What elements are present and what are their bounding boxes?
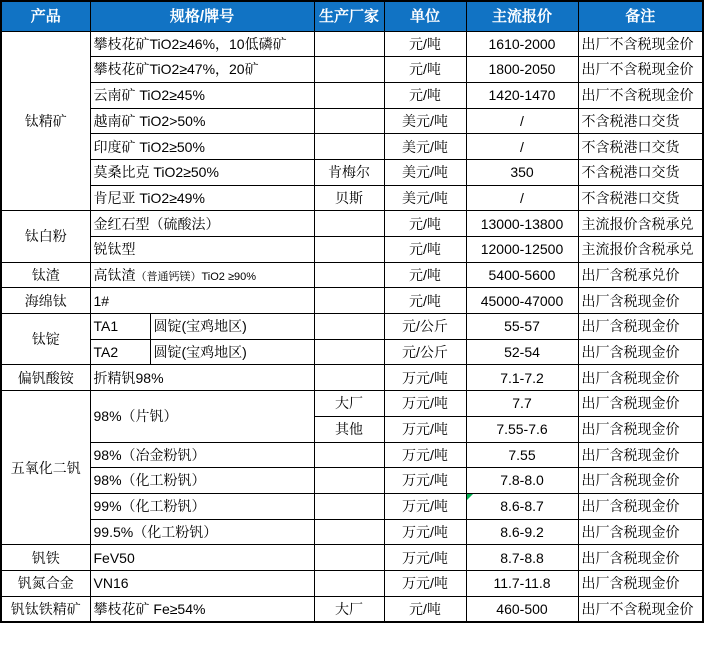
note-cell: 出厂含税现金价 [578, 493, 703, 519]
unit-cell: 元/吨 [384, 288, 466, 314]
unit-cell: 元/公斤 [384, 314, 466, 340]
maker-cell [314, 493, 384, 519]
table-row [1, 57, 703, 83]
maker-cell [314, 82, 384, 108]
maker-cell [314, 365, 384, 391]
maker-cell [314, 108, 384, 134]
product-cell: 五氧化二钒 [1, 391, 90, 545]
unit-cell: 万元/吨 [384, 365, 466, 391]
maker-cell [314, 339, 384, 365]
spec-cell: 98%（冶金粉钒） [90, 442, 314, 468]
table-row [1, 519, 703, 545]
unit-cell: 美元/吨 [384, 108, 466, 134]
price-cell: 1610-2000 [466, 31, 578, 57]
maker-cell [314, 468, 384, 494]
note-cell: 出厂不含税现金价 [578, 596, 703, 622]
table-row [1, 185, 703, 211]
maker-cell: 其他 [314, 416, 384, 442]
note-cell: 出厂不含税现金价 [578, 57, 703, 83]
price-cell: 460-500 [466, 596, 578, 622]
price-cell: 350 [466, 159, 578, 185]
maker-cell [314, 57, 384, 83]
product-cell: 钒氮合金 [1, 570, 90, 596]
spec-cell: 98%（化工粉钒） [90, 468, 314, 494]
price-cell: 55-57 [466, 314, 578, 340]
note-cell: 不含税港口交货 [578, 134, 703, 160]
note-cell: 出厂含税现金价 [578, 442, 703, 468]
product-cell: 钛精矿 [1, 31, 90, 211]
spec-main: 高钛渣 [93, 266, 136, 283]
price-cell: 11.7-11.8 [466, 570, 578, 596]
table-row [1, 365, 703, 391]
note-cell: 不含税港口交货 [578, 185, 703, 211]
price-cell: 1800-2050 [466, 57, 578, 83]
spec-cell: 1# [90, 288, 314, 314]
spec-cell: 越南矿 TiO2>50% [90, 108, 314, 134]
price-cell: / [466, 185, 578, 211]
spec-cell: 印度矿 TiO2≥50% [90, 134, 314, 160]
unit-cell: 万元/吨 [384, 545, 466, 571]
price-cell: 1420-1470 [466, 82, 578, 108]
table-row [1, 468, 703, 494]
unit-cell: 元/吨 [384, 31, 466, 57]
unit-cell: 元/公斤 [384, 339, 466, 365]
product-cell: 钛渣 [1, 262, 90, 288]
spec-cell: FeV50 [90, 545, 314, 571]
note-cell: 出厂含税现金价 [578, 545, 703, 571]
maker-cell [314, 134, 384, 160]
note-cell: 主流报价含税承兑 [578, 237, 703, 263]
price-cell: 12000-12500 [466, 237, 578, 263]
unit-cell: 元/吨 [384, 211, 466, 237]
unit-cell: 万元/吨 [384, 468, 466, 494]
maker-cell [314, 211, 384, 237]
table-row [1, 237, 703, 263]
spec-cell: 莫桑比克 TiO2≥50% [90, 159, 314, 185]
price-cell: 8.7-8.8 [466, 545, 578, 571]
unit-cell: 万元/吨 [384, 391, 466, 417]
price-cell: / [466, 134, 578, 160]
col-header-unit: 单位 [384, 1, 466, 31]
note-cell: 出厂含税现金价 [578, 570, 703, 596]
green-corner-flag-icon [467, 494, 473, 500]
price-cell: 7.55 [466, 442, 578, 468]
note-cell: 出厂含税承兑价 [578, 262, 703, 288]
spec-shape-cell: 圆锭(宝鸡地区) [150, 339, 314, 365]
spec-cell: 金红石型（硫酸法） [90, 211, 314, 237]
table-row [1, 108, 703, 134]
maker-cell [314, 519, 384, 545]
unit-cell: 万元/吨 [384, 493, 466, 519]
unit-cell: 美元/吨 [384, 134, 466, 160]
spec-cell: 攀枝花矿 Fe≥54% [90, 596, 314, 622]
spec-cell: 99%（化工粉钒） [90, 493, 314, 519]
col-header-price: 主流报价 [466, 1, 578, 31]
price-cell: 52-54 [466, 339, 578, 365]
table-row [1, 570, 703, 596]
note-cell: 出厂含税现金价 [578, 416, 703, 442]
maker-cell: 肯梅尔 [314, 159, 384, 185]
col-header-maker: 生产厂家 [314, 1, 384, 31]
price-cell: 5400-5600 [466, 262, 578, 288]
unit-cell: 元/吨 [384, 82, 466, 108]
table-row [1, 391, 703, 417]
unit-cell: 万元/吨 [384, 416, 466, 442]
table-row [1, 288, 703, 314]
table-row [1, 596, 703, 622]
product-cell: 钛锭 [1, 314, 90, 365]
unit-cell: 元/吨 [384, 596, 466, 622]
note-cell: 主流报价含税承兑 [578, 211, 703, 237]
spec-cell: 折精钒98% [90, 365, 314, 391]
note-cell: 出厂不含税现金价 [578, 31, 703, 57]
table-row [1, 314, 703, 340]
maker-cell [314, 262, 384, 288]
table-row [1, 159, 703, 185]
price-cell: 7.55-7.6 [466, 416, 578, 442]
col-header-product: 产品 [1, 1, 90, 31]
maker-cell: 大厂 [314, 596, 384, 622]
unit-cell: 元/吨 [384, 237, 466, 263]
price-cell: 45000-47000 [466, 288, 578, 314]
spec-cell [90, 262, 314, 288]
product-cell: 钒铁 [1, 545, 90, 571]
maker-cell: 大厂 [314, 391, 384, 417]
maker-cell [314, 545, 384, 571]
note-cell: 不含税港口交货 [578, 108, 703, 134]
maker-cell: 贝斯 [314, 185, 384, 211]
price-cell: 7.1-7.2 [466, 365, 578, 391]
note-cell: 出厂含税现金价 [578, 339, 703, 365]
price-cell [466, 493, 578, 519]
spec-cell: 云南矿 TiO2≥45% [90, 82, 314, 108]
table-row [1, 493, 703, 519]
spec-cell: 肯尼亚 TiO2≥49% [90, 185, 314, 211]
unit-cell: 万元/吨 [384, 570, 466, 596]
price-value: 8.6-8.7 [500, 498, 544, 515]
maker-cell [314, 570, 384, 596]
table-row [1, 442, 703, 468]
unit-cell: 万元/吨 [384, 519, 466, 545]
spec-grade-cell: TA1 [90, 314, 150, 340]
product-cell: 海绵钛 [1, 288, 90, 314]
spec-shape-cell: 圆锭(宝鸡地区) [150, 314, 314, 340]
table-row [1, 134, 703, 160]
unit-cell: 元/吨 [384, 262, 466, 288]
spec-cell: 98%（片钒） [90, 391, 314, 442]
table-row [1, 82, 703, 108]
spec-cell: VN16 [90, 570, 314, 596]
maker-cell [314, 314, 384, 340]
spec-grade-cell: TA2 [90, 339, 150, 365]
unit-cell: 万元/吨 [384, 442, 466, 468]
product-cell: 钒钛铁精矿 [1, 596, 90, 622]
note-cell: 不含税港口交货 [578, 159, 703, 185]
price-cell: / [466, 108, 578, 134]
unit-cell: 美元/吨 [384, 185, 466, 211]
note-cell: 出厂含税现金价 [578, 314, 703, 340]
maker-cell [314, 288, 384, 314]
note-cell: 出厂不含税现金价 [578, 82, 703, 108]
maker-cell [314, 442, 384, 468]
spec-cell: 攀枝花矿TiO2≥46%，10低磷矿 [90, 31, 314, 57]
note-cell: 出厂含税现金价 [578, 288, 703, 314]
price-cell: 7.8-8.0 [466, 468, 578, 494]
unit-cell: 美元/吨 [384, 159, 466, 185]
note-cell: 出厂含税现金价 [578, 519, 703, 545]
note-cell: 出厂含税现金价 [578, 365, 703, 391]
spec-cell: 锐钛型 [90, 237, 314, 263]
spec-cell: 攀枝花矿TiO2≥47%，20矿 [90, 57, 314, 83]
note-cell: 出厂含税现金价 [578, 468, 703, 494]
note-cell: 出厂含税现金价 [578, 391, 703, 417]
table-row [1, 545, 703, 571]
product-cell: 钛白粉 [1, 211, 90, 262]
price-cell: 7.7 [466, 391, 578, 417]
price-cell: 8.6-9.2 [466, 519, 578, 545]
table-row [1, 339, 703, 365]
col-header-spec: 规格/牌号 [90, 1, 314, 31]
unit-cell: 元/吨 [384, 57, 466, 83]
table-row [1, 31, 703, 57]
table-row [1, 262, 703, 288]
maker-cell [314, 237, 384, 263]
spec-cell: 99.5%（化工粉钒） [90, 519, 314, 545]
spec-detail: （普通钙镁）TiO2 ≥90% [135, 270, 257, 283]
table-row [1, 211, 703, 237]
product-cell: 偏钒酸铵 [1, 365, 90, 391]
col-header-note: 备注 [578, 1, 703, 31]
header-row [1, 1, 703, 31]
price-cell: 13000-13800 [466, 211, 578, 237]
maker-cell [314, 31, 384, 57]
